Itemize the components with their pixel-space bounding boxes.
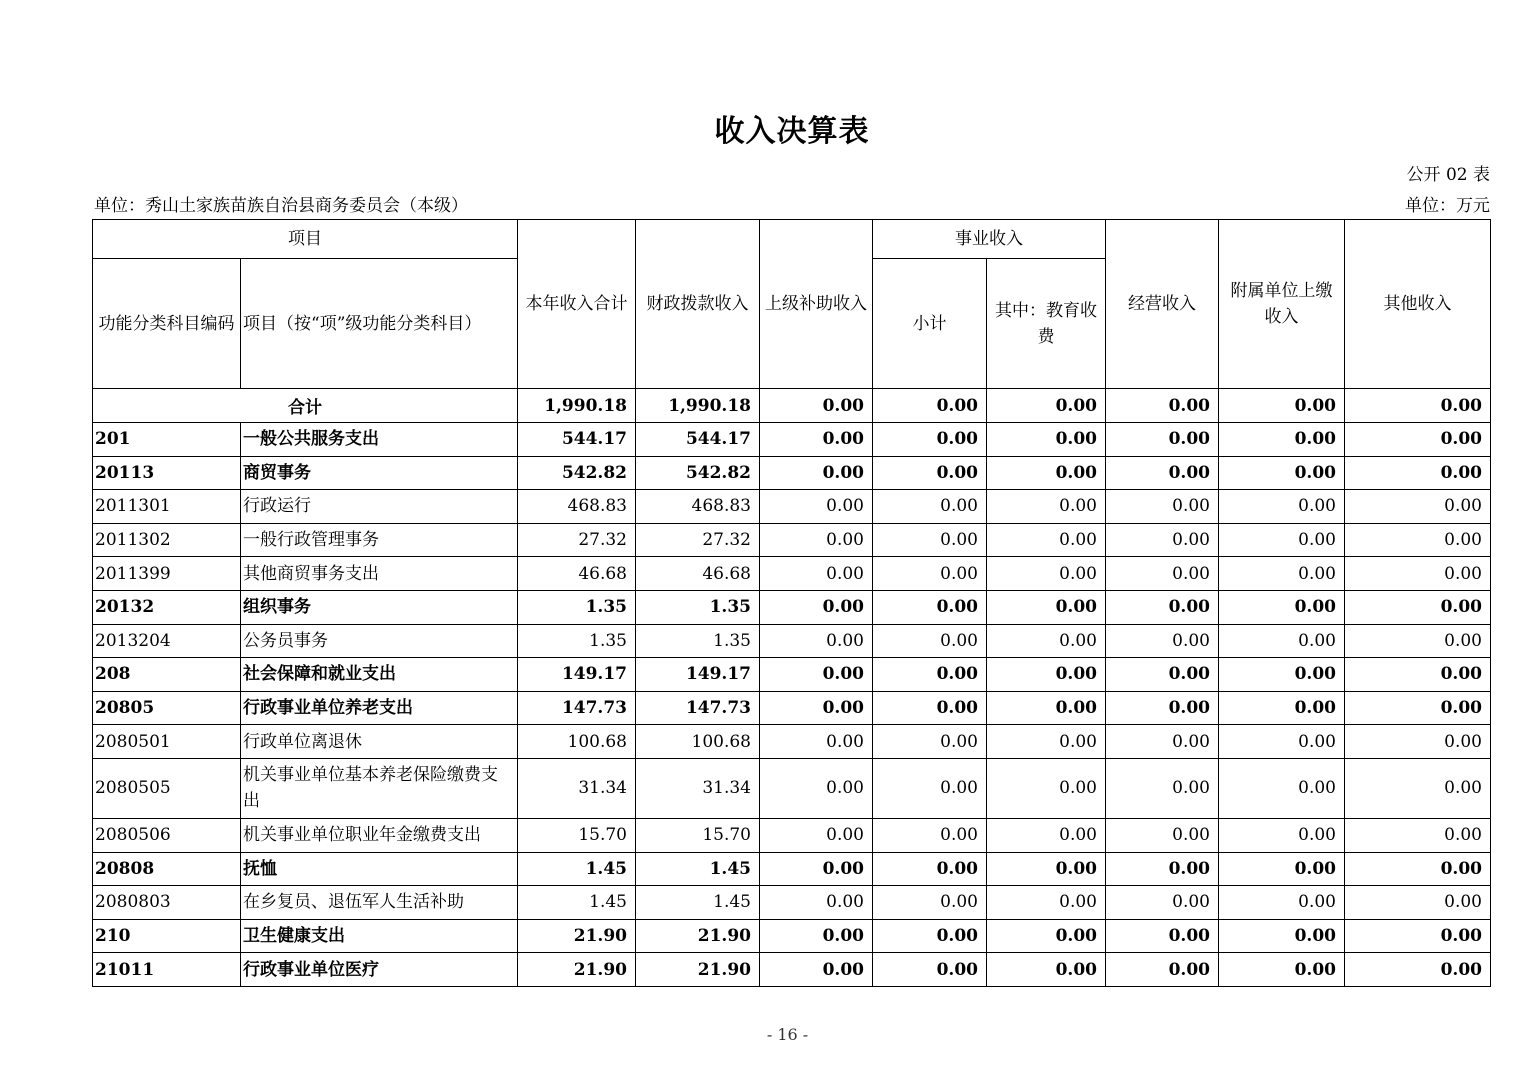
row-value: 0.00	[1106, 658, 1219, 692]
header-operating: 经营收入	[1106, 220, 1219, 389]
row-value: 147.73	[518, 691, 636, 725]
row-value: 0.00	[760, 557, 873, 591]
total-label: 合计	[93, 389, 518, 423]
row-value: 1.35	[518, 624, 636, 658]
row-code: 21011	[93, 953, 241, 987]
row-value: 0.00	[1219, 691, 1345, 725]
row-value: 0.00	[1106, 818, 1219, 852]
row-name: 一般行政管理事务	[241, 523, 518, 557]
table-row	[93, 758, 1491, 818]
row-value: 0.00	[760, 658, 873, 692]
row-value: 0.00	[873, 624, 987, 658]
row-value: 0.00	[1219, 818, 1345, 852]
row-name: 商贸事务	[241, 456, 518, 490]
row-code: 2080505	[93, 758, 241, 818]
row-code: 2013204	[93, 624, 241, 658]
total-value: 0.00	[987, 389, 1106, 423]
row-value: 0.00	[873, 818, 987, 852]
row-value: 0.00	[1345, 523, 1491, 557]
table-row	[93, 691, 1491, 725]
row-value: 0.00	[760, 523, 873, 557]
total-value: 1,990.18	[636, 389, 760, 423]
row-value: 0.00	[1219, 624, 1345, 658]
row-value: 0.00	[1219, 557, 1345, 591]
row-value: 0.00	[873, 691, 987, 725]
table-row	[93, 919, 1491, 953]
row-value: 100.68	[636, 725, 760, 759]
row-value: 0.00	[760, 423, 873, 457]
header-superior: 上级补助收入	[760, 220, 873, 389]
row-value: 0.00	[987, 953, 1106, 987]
row-value: 149.17	[636, 658, 760, 692]
row-value: 1.45	[636, 852, 760, 886]
row-value: 147.73	[636, 691, 760, 725]
row-value: 0.00	[987, 590, 1106, 624]
row-code: 20808	[93, 852, 241, 886]
header-education: 其中：教育收费	[987, 259, 1106, 389]
header-total: 本年收入合计	[518, 220, 636, 389]
row-code: 20132	[93, 590, 241, 624]
table-row	[93, 490, 1491, 524]
header-other: 其他收入	[1345, 220, 1491, 389]
row-value: 0.00	[987, 456, 1106, 490]
row-value: 1.35	[636, 590, 760, 624]
row-value: 0.00	[987, 624, 1106, 658]
row-value: 0.00	[987, 725, 1106, 759]
row-value: 0.00	[1345, 919, 1491, 953]
form-number: 公开 02 表	[1406, 165, 1490, 185]
row-code: 2080506	[93, 818, 241, 852]
total-value: 0.00	[873, 389, 987, 423]
row-value: 0.00	[873, 557, 987, 591]
row-value: 0.00	[1345, 557, 1491, 591]
row-code: 2011302	[93, 523, 241, 557]
row-code: 20805	[93, 691, 241, 725]
row-value: 0.00	[1345, 624, 1491, 658]
row-code: 201	[93, 423, 241, 457]
header-name: 项目（按“项”级功能分类科目）	[241, 259, 518, 389]
row-value: 0.00	[987, 758, 1106, 818]
row-name: 社会保障和就业支出	[241, 658, 518, 692]
row-value: 31.34	[518, 758, 636, 818]
row-value: 0.00	[1219, 490, 1345, 524]
row-value: 0.00	[1345, 818, 1491, 852]
header-code: 功能分类科目编码	[93, 259, 241, 389]
row-value: 0.00	[873, 919, 987, 953]
row-value: 0.00	[873, 456, 987, 490]
row-value: 0.00	[1345, 691, 1491, 725]
row-value: 0.00	[760, 919, 873, 953]
row-value: 0.00	[760, 725, 873, 759]
table-row	[93, 423, 1491, 457]
page-title: 收入决算表	[714, 114, 870, 149]
row-value: 0.00	[760, 691, 873, 725]
row-code: 2011301	[93, 490, 241, 524]
row-value: 0.00	[760, 624, 873, 658]
row-value: 27.32	[636, 523, 760, 557]
row-value: 0.00	[873, 758, 987, 818]
row-value: 0.00	[1106, 691, 1219, 725]
row-value: 0.00	[987, 818, 1106, 852]
row-value: 0.00	[873, 886, 987, 920]
row-value: 0.00	[1106, 758, 1219, 818]
row-value: 1.45	[518, 852, 636, 886]
table-row	[93, 953, 1491, 987]
row-value: 0.00	[1106, 953, 1219, 987]
row-code: 2080501	[93, 725, 241, 759]
row-value: 0.00	[760, 818, 873, 852]
row-value: 0.00	[873, 852, 987, 886]
table-row	[93, 456, 1491, 490]
row-value: 0.00	[1219, 658, 1345, 692]
table-row	[93, 886, 1491, 920]
row-value: 0.00	[1106, 557, 1219, 591]
row-value: 149.17	[518, 658, 636, 692]
row-value: 15.70	[518, 818, 636, 852]
total-value: 1,990.18	[518, 389, 636, 423]
row-value: 100.68	[518, 725, 636, 759]
table-row	[93, 523, 1491, 557]
row-value: 0.00	[760, 852, 873, 886]
row-value: 0.00	[987, 886, 1106, 920]
row-code: 208	[93, 658, 241, 692]
row-value: 0.00	[1345, 758, 1491, 818]
row-value: 1.45	[518, 886, 636, 920]
row-value: 0.00	[760, 590, 873, 624]
row-value: 0.00	[987, 423, 1106, 457]
income-table	[92, 219, 1491, 987]
row-name: 抚恤	[241, 852, 518, 886]
row-value: 0.00	[1219, 886, 1345, 920]
row-value: 0.00	[1106, 919, 1219, 953]
row-value: 0.00	[760, 953, 873, 987]
header-affiliated: 附属单位上缴收入	[1219, 220, 1345, 389]
row-value: 0.00	[1345, 725, 1491, 759]
header-subtotal: 小计	[873, 259, 987, 389]
row-value: 0.00	[1219, 725, 1345, 759]
header-project: 项目	[93, 220, 518, 259]
row-name: 机关事业单位职业年金缴费支出	[241, 818, 518, 852]
row-code: 20113	[93, 456, 241, 490]
row-name: 组织事务	[241, 590, 518, 624]
row-value: 0.00	[987, 919, 1106, 953]
total-value: 0.00	[1345, 389, 1491, 423]
row-value: 0.00	[1345, 886, 1491, 920]
row-value: 0.00	[1106, 590, 1219, 624]
row-value: 21.90	[518, 953, 636, 987]
row-value: 0.00	[1219, 523, 1345, 557]
row-value: 0.00	[1345, 953, 1491, 987]
row-value: 0.00	[1106, 725, 1219, 759]
row-name: 行政事业单位养老支出	[241, 691, 518, 725]
row-value: 0.00	[1219, 919, 1345, 953]
table-row	[93, 624, 1491, 658]
row-value: 0.00	[1106, 523, 1219, 557]
table-row	[93, 658, 1491, 692]
row-name: 卫生健康支出	[241, 919, 518, 953]
row-value: 0.00	[760, 456, 873, 490]
row-code: 210	[93, 919, 241, 953]
row-value: 1.35	[636, 624, 760, 658]
row-value: 0.00	[1106, 490, 1219, 524]
row-value: 0.00	[987, 557, 1106, 591]
row-value: 0.00	[1345, 658, 1491, 692]
row-value: 0.00	[1345, 423, 1491, 457]
row-value: 542.82	[518, 456, 636, 490]
row-value: 0.00	[1345, 590, 1491, 624]
header-business-income: 事业收入	[873, 220, 1106, 259]
row-name: 行政运行	[241, 490, 518, 524]
row-value: 0.00	[873, 523, 987, 557]
row-value: 0.00	[1219, 423, 1345, 457]
row-value: 0.00	[760, 758, 873, 818]
unit-currency: 单位：万元	[1405, 196, 1490, 216]
table-row	[93, 818, 1491, 852]
row-value: 0.00	[873, 490, 987, 524]
row-name: 机关事业单位基本养老保险缴费支出	[241, 758, 518, 818]
row-value: 0.00	[1219, 953, 1345, 987]
row-value: 0.00	[1219, 456, 1345, 490]
row-value: 0.00	[1345, 852, 1491, 886]
row-value: 0.00	[873, 423, 987, 457]
row-value: 27.32	[518, 523, 636, 557]
row-name: 行政事业单位医疗	[241, 953, 518, 987]
row-value: 0.00	[873, 590, 987, 624]
row-value: 21.90	[636, 919, 760, 953]
row-value: 1.45	[636, 886, 760, 920]
row-value: 542.82	[636, 456, 760, 490]
row-value: 0.00	[1219, 758, 1345, 818]
row-value: 0.00	[1345, 490, 1491, 524]
total-value: 0.00	[1219, 389, 1345, 423]
row-value: 468.83	[518, 490, 636, 524]
row-value: 21.90	[636, 953, 760, 987]
row-name: 行政单位离退休	[241, 725, 518, 759]
row-value: 0.00	[1106, 886, 1219, 920]
table-row	[93, 852, 1491, 886]
row-value: 0.00	[1106, 852, 1219, 886]
row-value: 1.35	[518, 590, 636, 624]
row-name: 公务员事务	[241, 624, 518, 658]
row-name: 其他商贸事务支出	[241, 557, 518, 591]
header-fiscal: 财政拨款收入	[636, 220, 760, 389]
row-value: 0.00	[987, 658, 1106, 692]
table-row	[93, 557, 1491, 591]
row-value: 0.00	[1106, 423, 1219, 457]
total-row	[93, 389, 1491, 423]
row-value: 544.17	[636, 423, 760, 457]
row-value: 0.00	[873, 725, 987, 759]
row-value: 21.90	[518, 919, 636, 953]
row-value: 0.00	[873, 658, 987, 692]
row-value: 0.00	[987, 852, 1106, 886]
row-value: 46.68	[518, 557, 636, 591]
row-value: 0.00	[760, 886, 873, 920]
table-row	[93, 725, 1491, 759]
total-value: 0.00	[1106, 389, 1219, 423]
row-value: 544.17	[518, 423, 636, 457]
table-row	[93, 590, 1491, 624]
row-code: 2011399	[93, 557, 241, 591]
row-value: 0.00	[873, 953, 987, 987]
row-value: 0.00	[987, 490, 1106, 524]
row-name: 一般公共服务支出	[241, 423, 518, 457]
row-value: 0.00	[1219, 590, 1345, 624]
row-name: 在乡复员、退伍军人生活补助	[241, 886, 518, 920]
row-value: 0.00	[760, 490, 873, 524]
page-number: - 16 -	[766, 1025, 809, 1044]
row-value: 0.00	[987, 691, 1106, 725]
row-value: 0.00	[1345, 456, 1491, 490]
row-value: 468.83	[636, 490, 760, 524]
total-value: 0.00	[760, 389, 873, 423]
row-value: 0.00	[1106, 456, 1219, 490]
row-value: 0.00	[1219, 852, 1345, 886]
row-value: 15.70	[636, 818, 760, 852]
unit-organization: 单位：秀山土家族苗族自治县商务委员会（本级）	[94, 196, 468, 216]
row-value: 46.68	[636, 557, 760, 591]
row-value: 31.34	[636, 758, 760, 818]
row-value: 0.00	[987, 523, 1106, 557]
row-value: 0.00	[1106, 624, 1219, 658]
row-code: 2080803	[93, 886, 241, 920]
